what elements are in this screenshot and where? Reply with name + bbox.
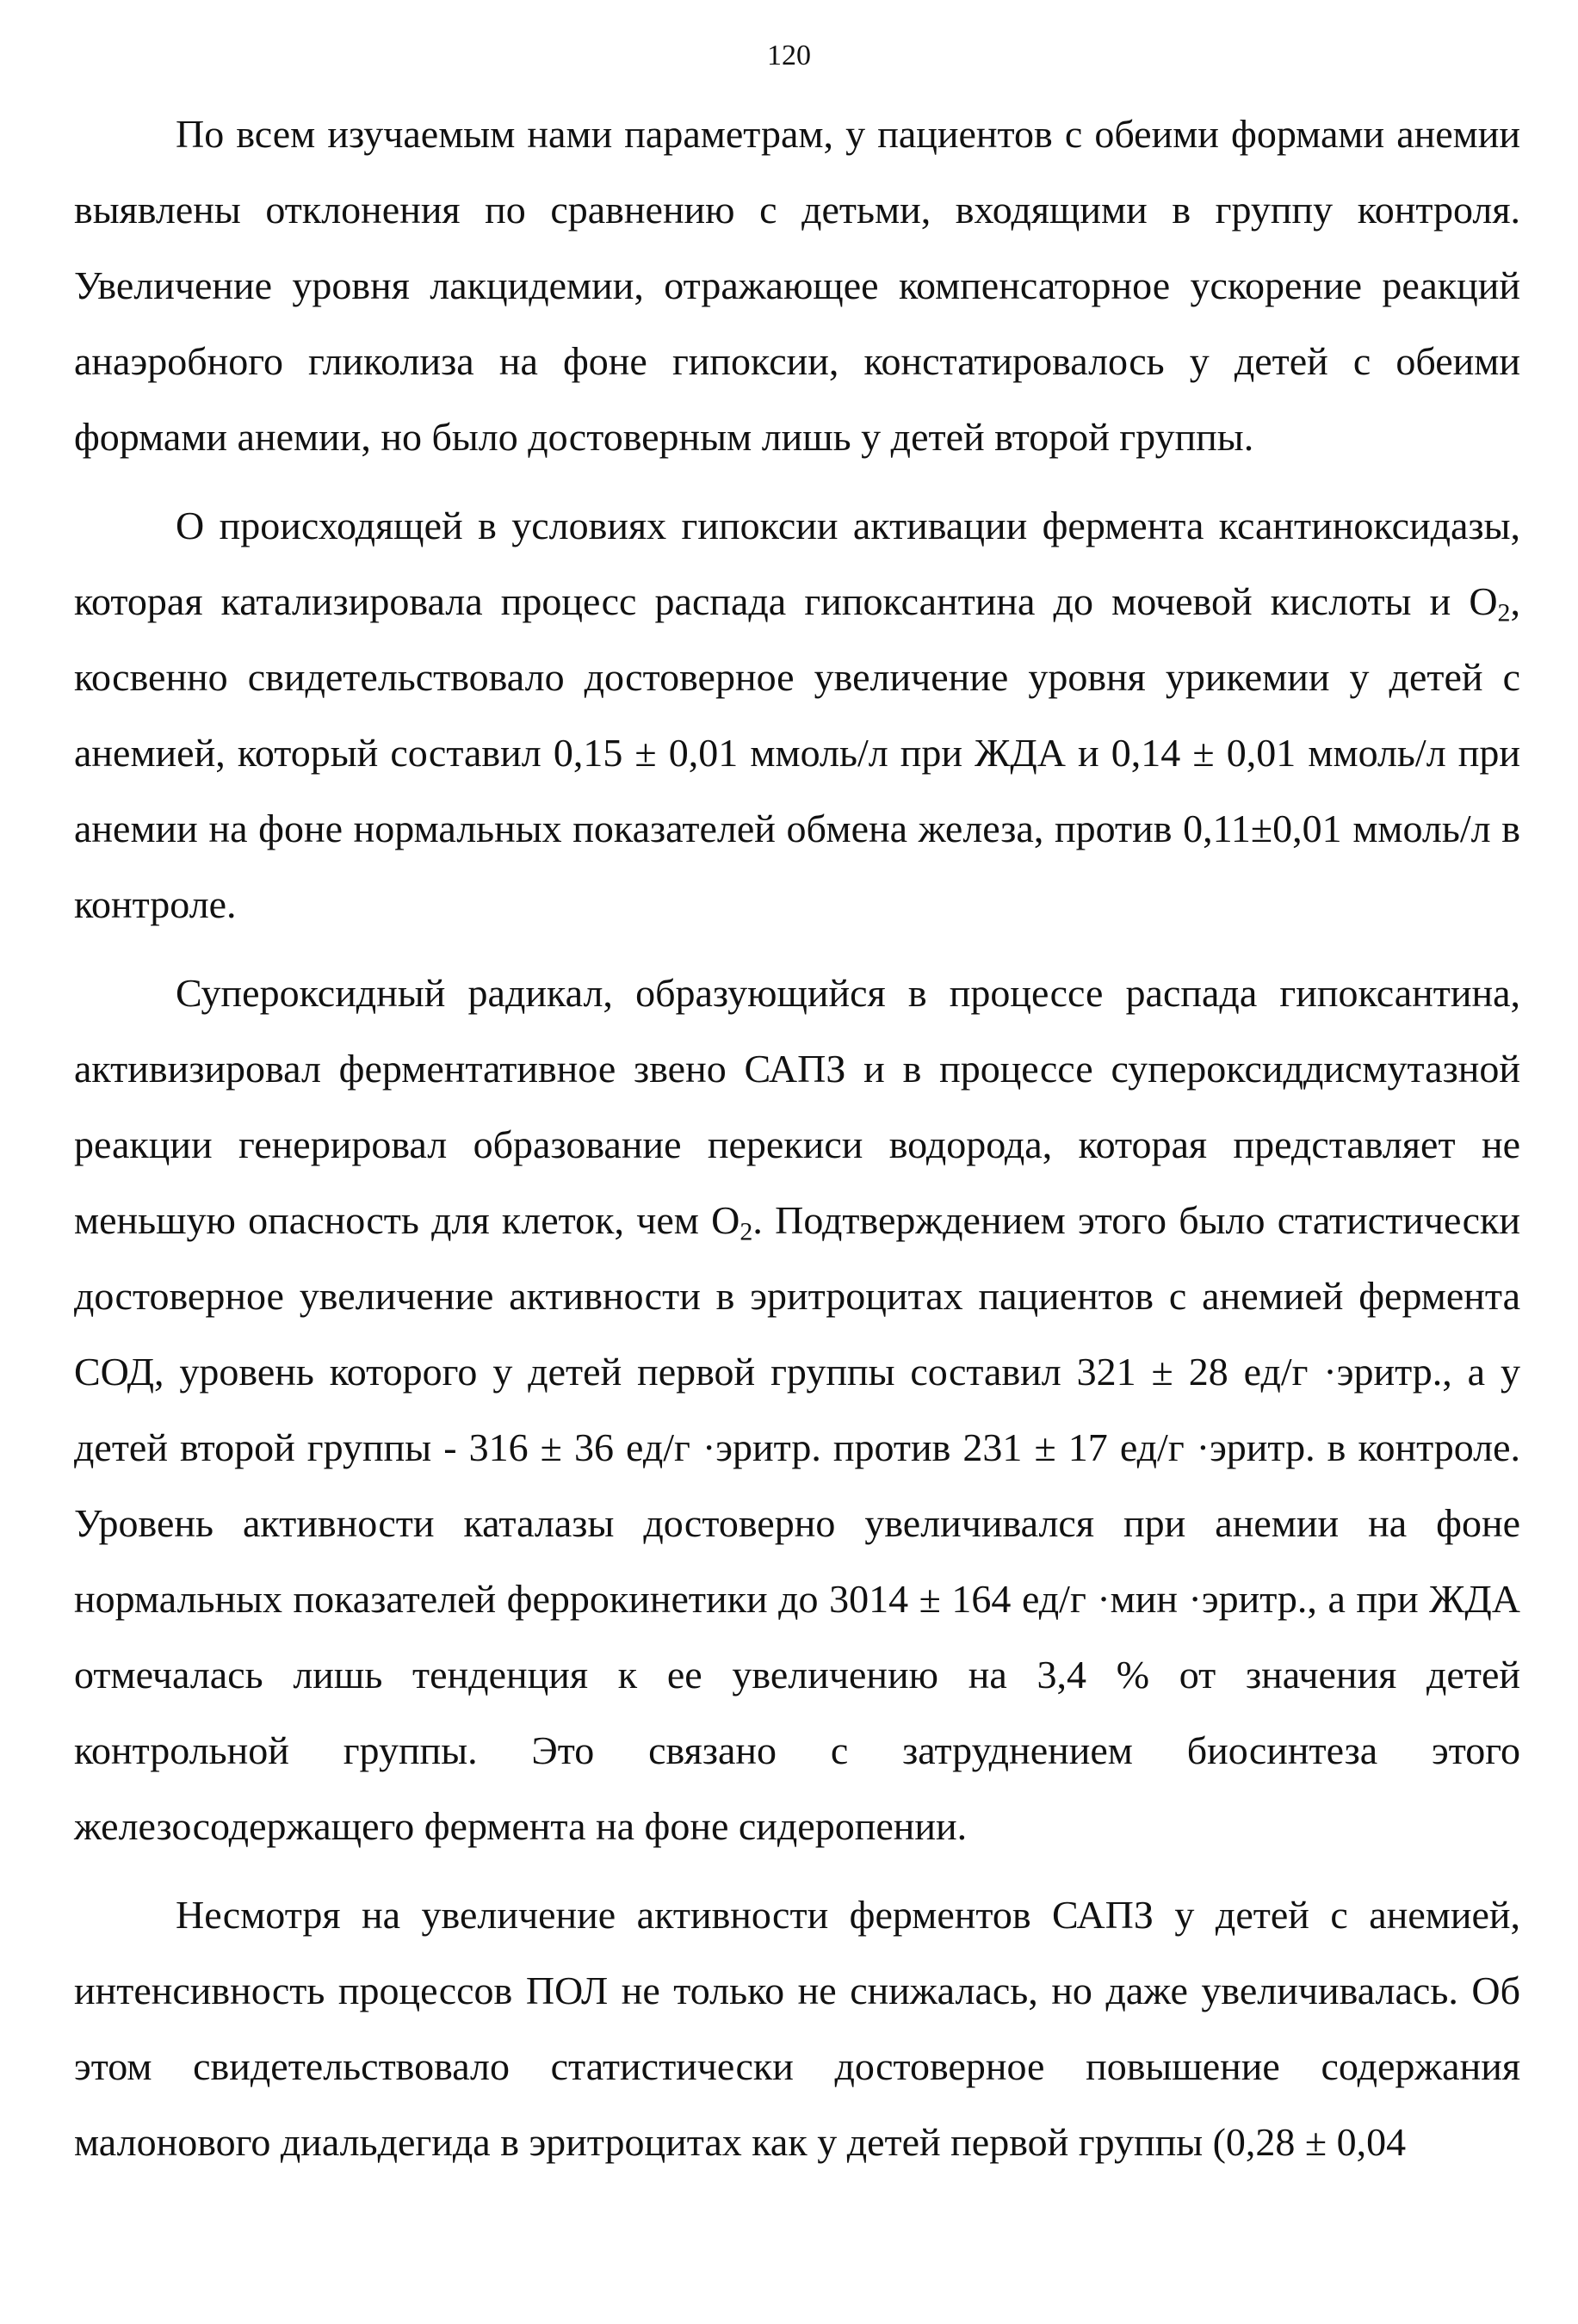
- paragraph-text: Несмотря на увеличение активности ферментов САПЗ у детей с анемией, интенсивность процессов ПОЛ не только не снижалась, но даже увеличивалась. Об этом свидетельствовало статистически достоверное повышение содержания малонового диальдегида в эритроцитах как у детей первой группы (0,28 ± 0,04: [74, 1893, 1520, 2164]
- paragraph-3: [74, 955, 1520, 1864]
- paragraph-text: , косвенно свидетельствовало достоверное увеличение уровня урикемии у детей с анемией, который составил 0,15 ± 0,01 ммоль/л при ЖДА и 0,14 ± 0,01 ммоль/л при анемии на фоне нормальных показателей обмена железа, против 0,11±0,01 ммоль/л в контроле.: [74, 579, 1520, 926]
- paragraph-4: [74, 1877, 1520, 2180]
- paragraph-2: [74, 488, 1520, 943]
- page-number: 120: [767, 40, 811, 71]
- subscript: 2: [1497, 598, 1511, 627]
- paragraph-1: [74, 96, 1520, 475]
- paragraph-text: Супероксидный радикал, образующийся в процессе распада гипоксантина, активизировал ферментативное звено САПЗ и в процессе супероксиддисмутазной реакции генерировал образование перекиси водорода, которая представляет не меньшую опасность для клеток, чем O: [74, 971, 1520, 1242]
- subscript: 2: [739, 1217, 753, 1246]
- paragraph-text: О происходящей в условиях гипоксии активации фермента ксантиноксидазы, которая катализировала процесс распада гипоксантина до мочевой кислоты и O: [74, 504, 1520, 623]
- body-text: [74, 96, 1520, 2180]
- paragraph-text: По всем изучаемым нами параметрам, у пациентов с обеими формами анемии выявлены отклонения по сравнению с детьми, входящими в группу контроля. Увеличение уровня лакцидемии, отражающее компенсаторное ускорение реакций анаэробного гликолиза на фоне гипоксии, констатировалось у детей с обеими формами анемии, но было достоверным лишь у детей второй группы.: [74, 112, 1520, 459]
- paragraph-text: . Подтверждением этого было статистически достоверное увеличение активности в эритроцитах пациентов с анемией фермента СОД, уровень которого у детей первой группы составил 321 ± 28 ед/г ·эритр., а у детей второй группы - 316 ± 36 ед/г ·эритр. против 231 ± 17 ед/г ·эритр. в контроле. Уровень активности каталазы достоверно увеличивался при анемии на фоне нормальных показателей феррокинетики до 3014 ± 164 ед/г ·мин ·эритр., а при ЖДА отмечалась лишь тенденция к ее увеличению на 3,4 % от значения детей контрольной группы. Это связано с затруднением биосинтеза этого железосодержащего фермента на фоне сидеропении.: [74, 1198, 1520, 1848]
